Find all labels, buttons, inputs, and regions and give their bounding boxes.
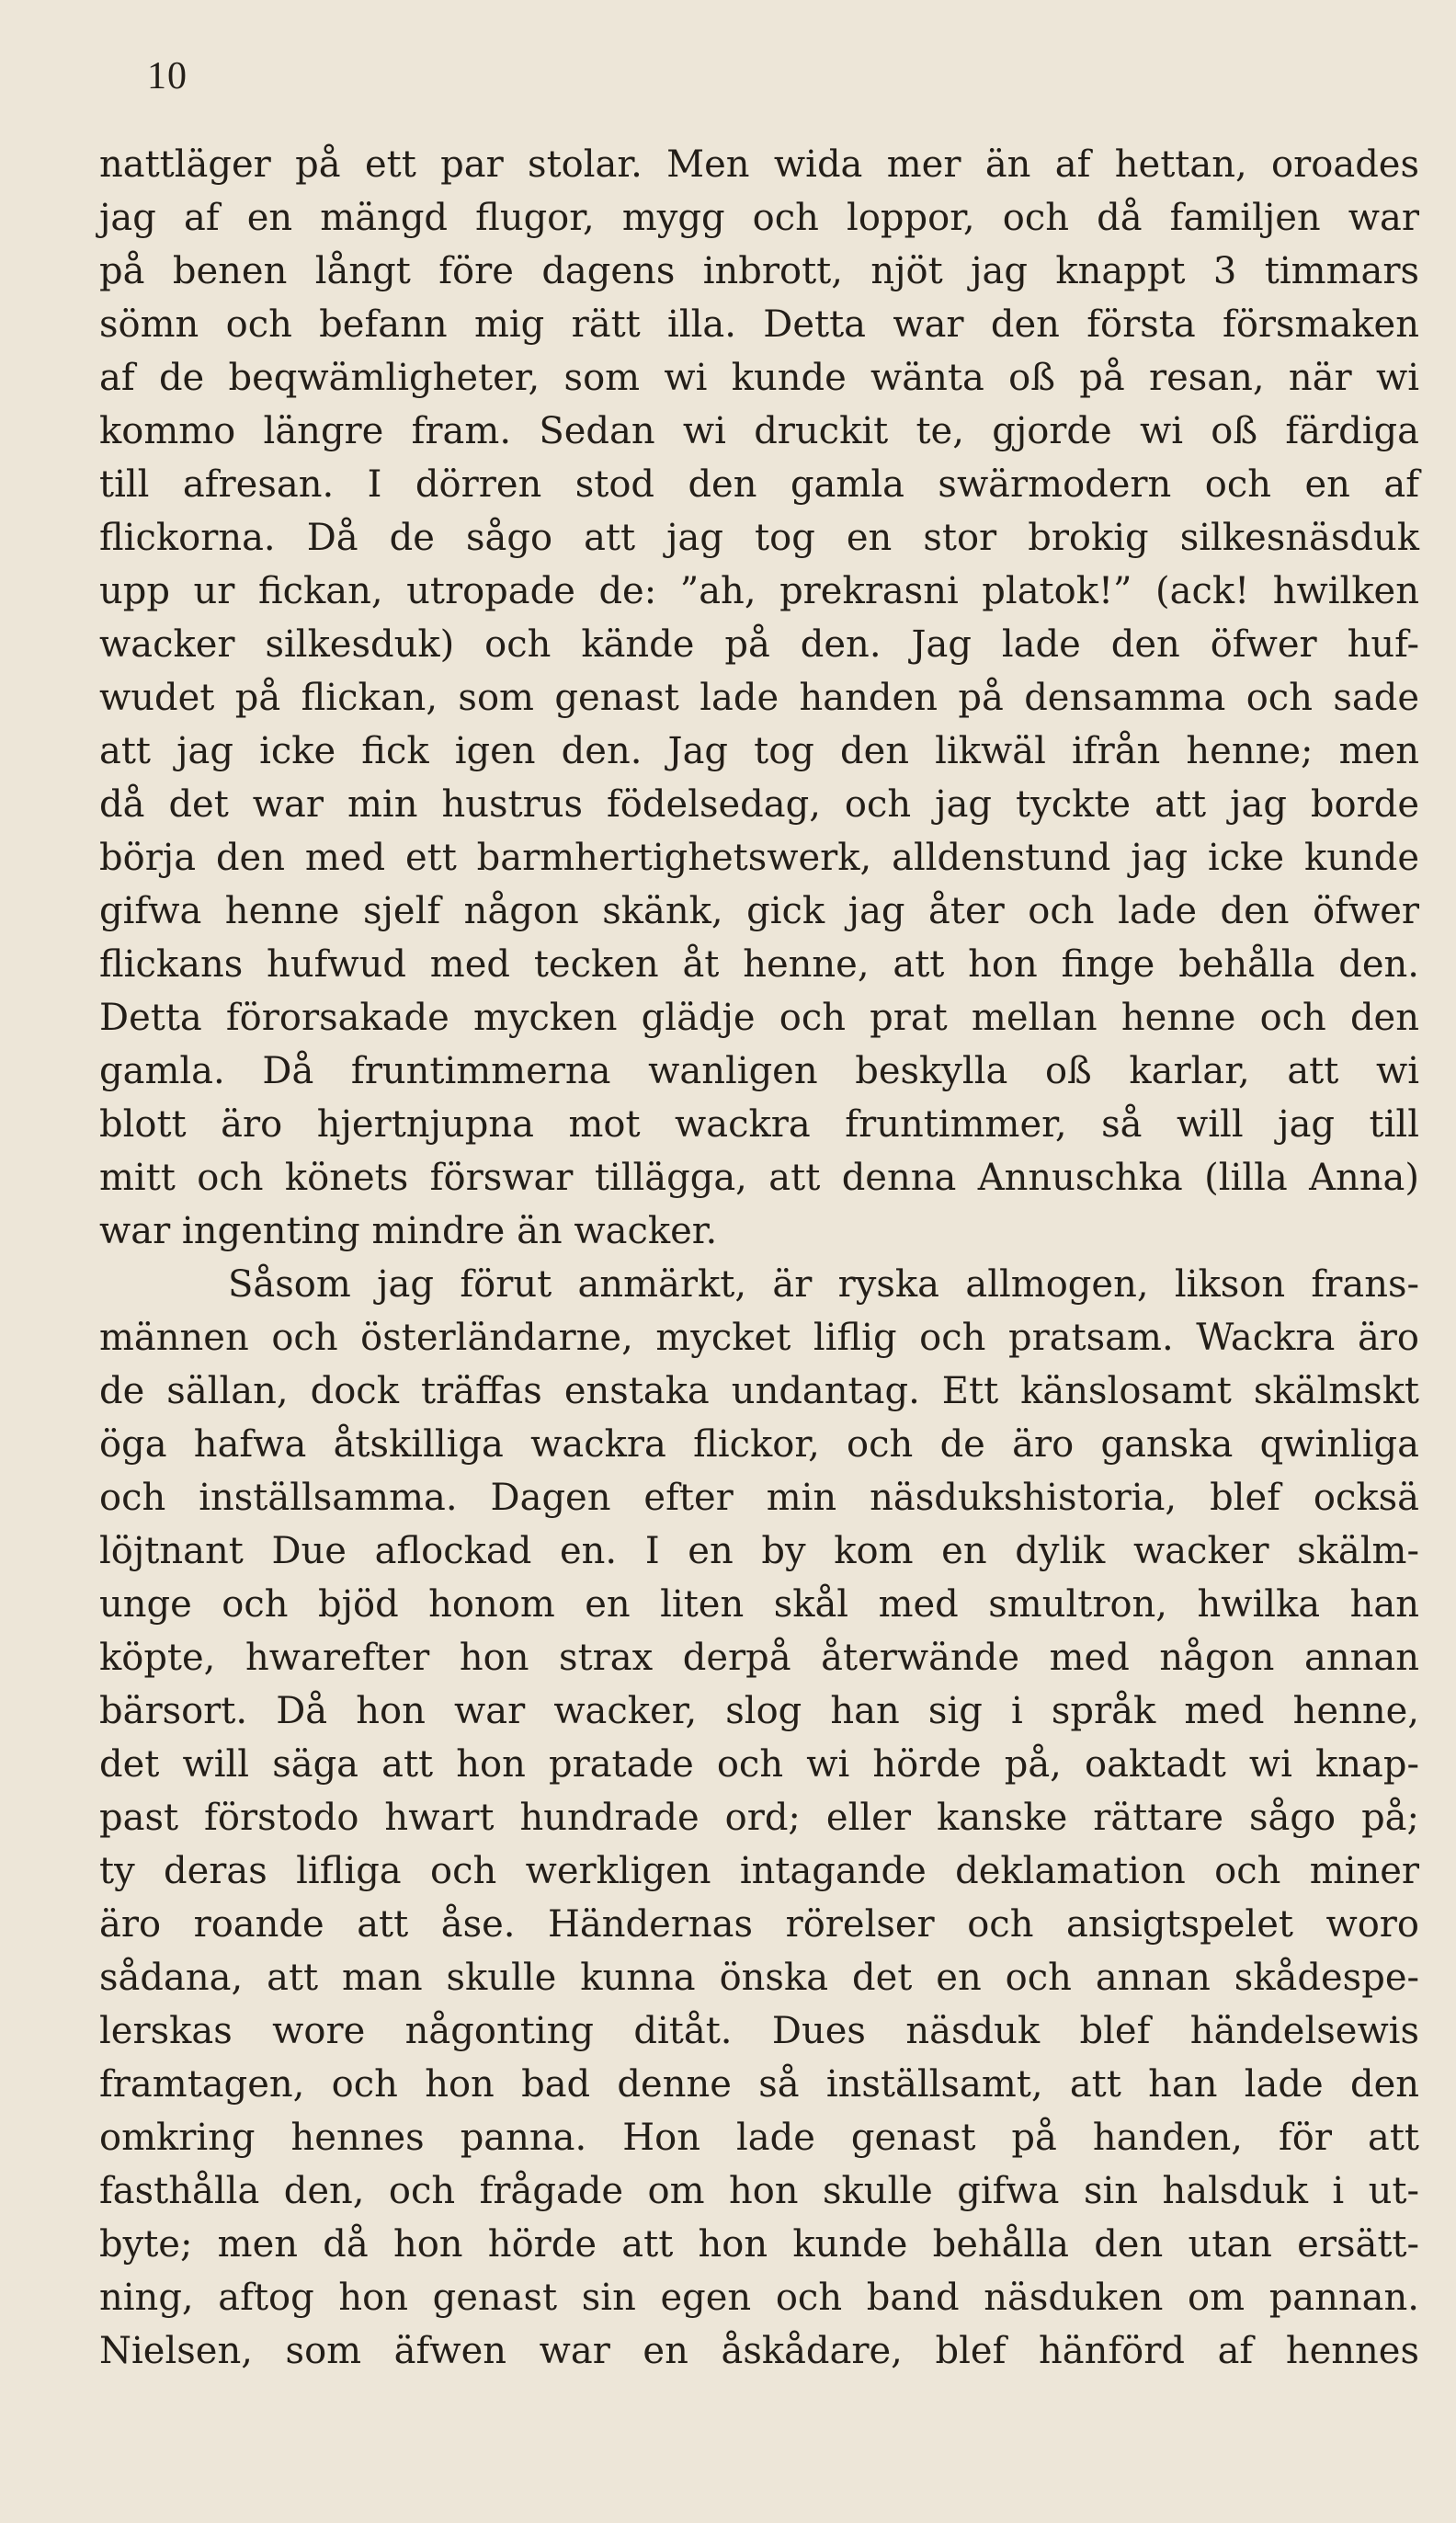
text-line: sömn och befann mig rätt illa. Detta war den första försmaken [99, 303, 1419, 346]
text-line: gifwa henne sjelf någon skänk, gick jag åter och lade den öfwer [99, 890, 1419, 932]
text-line: och inställsamma. Dagen efter min näsdukshistoria, blef ocksä [99, 1477, 1419, 1519]
text-line: att jag icke fick igen den. Jag tog den likwäl ifrån henne; men [99, 730, 1419, 772]
text-line: omkring hennes panna. Hon lade genast på handen, för att [99, 2117, 1419, 2159]
text-line: past förstodo hwart hundrade ord; eller kanske rättare sågo på; [99, 1797, 1419, 1839]
text-line: det will säga att hon pratade och wi hörde på, oaktadt wi knap- [99, 1743, 1419, 1786]
text-line: nattläger på ett par stolar. Men wida mer än af hettan, oroades [99, 143, 1419, 186]
text-line: lerskas wore någonting ditåt. Dues näsduk blef händelsewis [99, 2010, 1419, 2052]
text-line: sådana, att man skulle kunna önska det en och annan skådespe- [99, 1957, 1419, 1999]
text-line: blott äro hjertnjupna mot wackra fruntimmer, så will jag till [99, 1103, 1419, 1146]
text-line: flickans hufwud med tecken åt henne, att hon finge behålla den. [99, 943, 1419, 986]
text-line: öga hafwa åtskilliga wackra flickor, och de äro ganska qwinliga [99, 1423, 1419, 1466]
text-line: gamla. Då fruntimmerna wanligen beskylla oß karlar, att wi [99, 1050, 1419, 1092]
text-line: männen och österländarne, mycket liflig och pratsam. Wackra äro [99, 1317, 1419, 1359]
text-line: byte; men då hon hörde att hon kunde behålla den utan ersätt- [99, 2223, 1419, 2266]
text-line: Såsom jag förut anmärkt, är ryska allmogen, likson frans- [228, 1263, 1419, 1306]
text-line: de sällan, dock träffas enstaka undantag. Ett känslosamt skälmskt [99, 1370, 1419, 1412]
text-line: Nielsen, som äfwen war en åskådare, blef hänförd af hennes [99, 2330, 1419, 2372]
text-line: köpte, hwarefter hon strax derpå återwände med någon annan [99, 1637, 1419, 1679]
text-line: mitt och könets förswar tillägga, att denna Annuschka (lilla Anna) [99, 1157, 1419, 1199]
text-line: på benen långt före dagens inbrott, njöt jag knappt 3 timmars [99, 250, 1419, 292]
text-line: flickorna. Då de sågo att jag tog en stor brokig silkesnäsduk [99, 517, 1419, 559]
body-text [99, 138, 1419, 2378]
text-line: kommo längre fram. Sedan wi druckit te, gjorde wi oß färdiga [99, 410, 1419, 452]
text-line: framtagen, och hon bad denne så inställsamt, att han lade den [99, 2063, 1419, 2106]
text-line: af de beqwämligheter, som wi kunde wänta oß på resan, när wi [99, 357, 1419, 399]
paragraph-1 [99, 138, 1419, 1258]
paragraph-2 [99, 1258, 1419, 2378]
text-line: till afresan. I dörren stod den gamla swärmodern och en af [99, 463, 1419, 506]
text-line: fasthålla den, och frågade om hon skulle gifwa sin halsduk i ut- [99, 2170, 1419, 2212]
text-line: bärsort. Då hon war wacker, slog han sig i språk med henne, [99, 1690, 1419, 1732]
page-number: 10 [147, 55, 188, 97]
text-line: äro roande att åse. Händernas rörelser och ansigtspelet woro [99, 1903, 1419, 1946]
text-line: unge och bjöd honom en liten skål med smultron, hwilka han [99, 1583, 1419, 1626]
text-line: wudet på flickan, som genast lade handen på densamma och sade [99, 677, 1419, 719]
text-line: ning, aftog hon genast sin egen och band näsduken om pannan. [99, 2277, 1419, 2319]
text-line: löjtnant Due aflockad en. I en by kom en dylik wacker skälm- [99, 1530, 1419, 1572]
text-line: ty deras lifliga och werkligen intagande deklamation och miner [99, 1850, 1419, 1892]
text-line: war ingenting mindre än wacker. [99, 1210, 718, 1252]
text-line: wacker silkesduk) och kände på den. Jag lade den öfwer huf- [99, 623, 1419, 666]
text-line: börja den med ett barmhertighetswerk, alldenstund jag icke kunde [99, 837, 1419, 879]
text-line: då det war min hustrus födelsedag, och jag tyckte att jag borde [99, 783, 1419, 826]
text-line: jag af en mängd flugor, mygg och loppor, och då familjen war [99, 197, 1419, 239]
text-line: upp ur fickan, utropade de: ”ah, prekrasni platok!” (ack! hwilken [99, 570, 1419, 612]
text-line: Detta förorsakade mycken glädje och prat mellan henne och den [99, 997, 1419, 1039]
